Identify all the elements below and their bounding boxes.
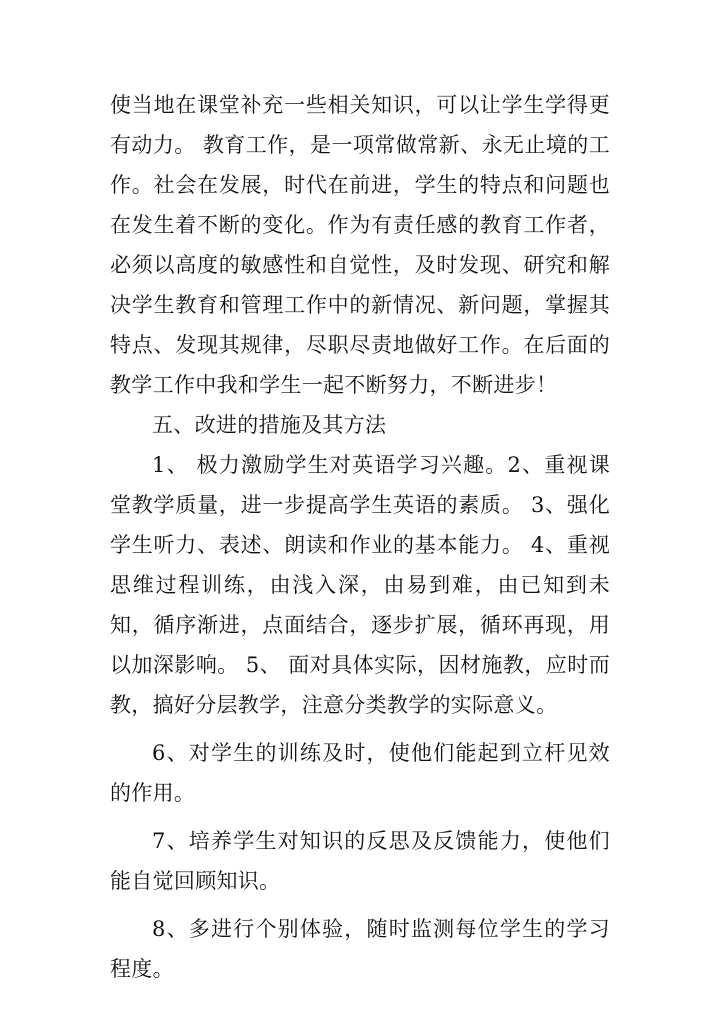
section-heading-improvement-measures: 五、改进的措施及其方法 (152, 413, 387, 437)
paragraph-measure-6: 6、对学生的训练及时，使他们能起到立杆见效的作用。 (110, 741, 610, 805)
paragraph-measures-1-5: 1、 极力激励学生对英语学习兴趣。2、重视课堂教学质量，进一步提高学生英语的素质。 3、强化学生听力、表述、朗读和作业的基本能力。 4、重视思维过程训练，由浅入深，由易到难，由已知到未知，循序渐进，点面结合，逐步扩展，循环再现，用以加深影响。 5、 面对具体实际，因材施教，应时而教，搞好分层教学，注意分类教学的实际意义。 (110, 453, 610, 717)
paragraph-measure-8: 8、多进行个别体验，随时监测每位学生的学习程度。 (110, 917, 610, 981)
paragraph-continuation: 使当地在课堂补充一些相关知识，可以让学生学得更有动力。 教育工作，是一项常做常新、永无止境的工作。社会在发展，时代在前进，学生的特点和问题也在发生着不断的变化。作为有责任感的教育工作者，必须以高度的敏感性和自觉性，及时发现、研究和解决学生教育和管理工作中的新情况、新问题，掌握其特点、发现其规律，尽职尽责地做好工作。在后面的教学工作中我和学生一起不断努力，不断进步！ (110, 93, 610, 397)
paragraph-measure-7: 7、培养学生对知识的反思及反馈能力，使他们能自觉回顾知识。 (110, 829, 610, 893)
document-body (110, 85, 610, 989)
